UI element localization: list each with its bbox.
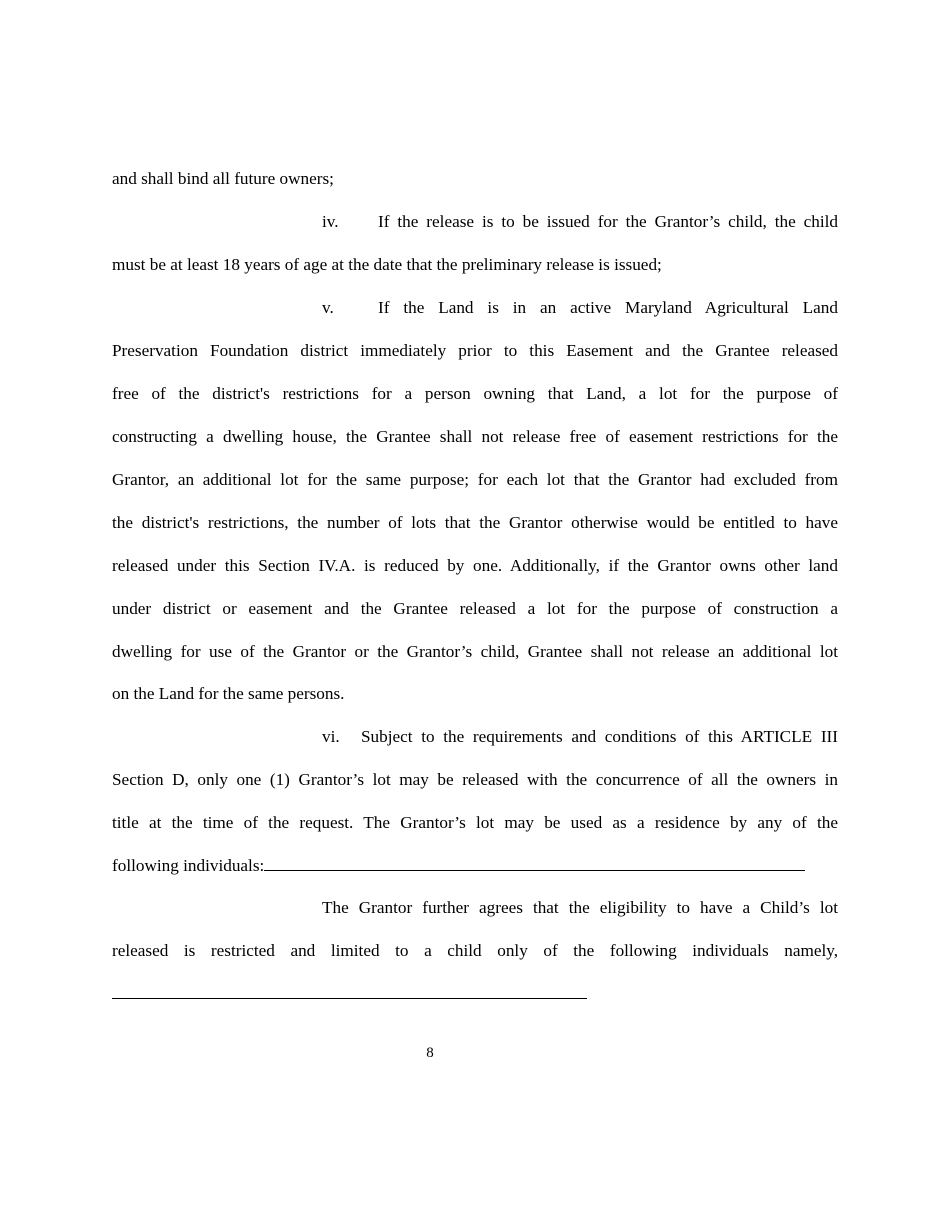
text-line: and shall bind all future owners;: [112, 169, 334, 188]
individuals-blank-field[interactable]: [264, 856, 805, 871]
item-text: Subject to the requirements and conditions of this ARTICLE III: [361, 727, 838, 746]
text-line: released is restricted and limited to a child only of the following individuals namely,: [112, 941, 838, 960]
text-line: dwelling for use of the Grantor or the Grantor’s child, Grantee shall not release an additional lot: [112, 642, 838, 661]
namely-blank-line: [112, 984, 838, 1004]
text-fragment: following individuals:: [112, 856, 265, 875]
text-line: title at the time of the request. The Grantor’s lot may be used as a residence by any of the: [112, 813, 838, 832]
item-number: v.: [322, 298, 334, 317]
namely-blank-field[interactable]: [112, 984, 587, 999]
text-line: under district or easement and the Grantee released a lot for the purpose of construction a: [112, 599, 838, 618]
paragraph-text: The Grantor further agrees that the eligibility to have a Child’s lot: [322, 898, 838, 917]
item-text: If the Land is in an active Maryland Agricultural Land: [378, 298, 838, 317]
text-line: released under this Section IV.A. is reduced by one. Additionally, if the Grantor owns other land: [112, 556, 838, 575]
item-number: vi.: [322, 727, 340, 746]
list-item-iv: [322, 212, 838, 232]
text-line: Grantor, an additional lot for the same purpose; for each lot that the Grantor had excluded from: [112, 470, 838, 489]
text-line: on the Land for the same persons.: [112, 684, 345, 703]
list-item-v: [322, 298, 838, 318]
text-line: must be at least 18 years of age at the date that the preliminary release is issued;: [112, 255, 662, 274]
list-item-vi: [322, 727, 838, 747]
following-individuals-line: [112, 856, 838, 876]
item-text: If the release is to be issued for the Grantor’s child, the child: [378, 212, 838, 231]
text-line: the district's restrictions, the number of lots that the Grantor otherwise would be entitled to have: [112, 513, 838, 532]
item-number: iv.: [322, 212, 339, 231]
text-line: Preservation Foundation district immediately prior to this Easement and the Grantee released: [112, 341, 838, 360]
page-number: 8: [426, 1045, 434, 1061]
text-line: Section D, only one (1) Grantor’s lot may be released with the concurrence of all the owners in: [112, 770, 838, 789]
text-line: free of the district's restrictions for a person owning that Land, a lot for the purpose of: [112, 384, 838, 403]
text-line: constructing a dwelling house, the Grantee shall not release free of easement restrictions for the: [112, 427, 838, 446]
